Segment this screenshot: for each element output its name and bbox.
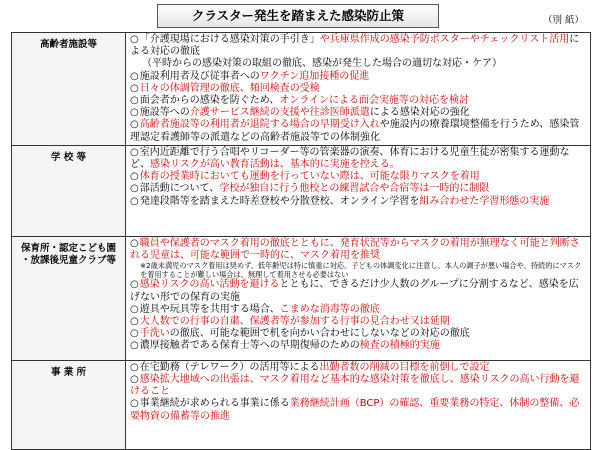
item-highlight: 体育の授業時においても運動を行っていない際は、可能な限りマスクを着用 [139,171,480,183]
category-label-line: 保育所・認定こども園 [20,242,116,254]
bullet-marker: ○ [130,82,139,94]
category-label-line: ・放課後児童クラブ等 [20,254,116,266]
list-item [130,107,587,119]
item-text: 事業継続が求められる事業に係る [139,398,290,410]
bullet-marker: ○ [130,340,139,352]
item-text: による感染対応の強化 [369,107,470,119]
category-elderly [12,33,126,146]
item-highlight: 高齢者施設等の利用者が退院する場合の早期受け入れ [139,119,380,131]
list-item [130,362,587,374]
list-item [130,147,587,171]
list-item [130,328,587,340]
annex-label: （別 紙） [543,15,585,26]
list-item [130,398,587,422]
item-highlight: や兵庫県作成の感染予防ポスターやチェックリスト活用 [319,34,570,45]
bullet-marker: ○ [130,107,139,119]
item-text: 施設利用者及び従事者への [139,70,260,82]
category-label: 事 業 所 [50,366,87,378]
bullet-marker: ○ [130,303,139,315]
bullet-marker: ○ [130,279,139,291]
item-text: 発達段階等を踏まえた時差登校や分散登校、オンライン学習を [139,195,420,207]
item-text: や施設内の療養環境整備を行うため、感染管理認定看護師等の派遣などの高齢者施設等での体制強化 [130,119,580,143]
item-text: 面会者からの感染を防ぐため、 [139,95,280,107]
bullet-marker: ○ [130,237,139,249]
list-item [130,316,587,328]
item-text: とともに、できるだけ少人数のグループに分割するなど、感染を広げない形での保育の実施 [130,279,579,303]
item-highlight: こまめな消毒等の徹底 [279,303,380,315]
list-item [130,183,587,195]
content-elderly [126,33,591,146]
bullet-marker: ○ [130,183,139,195]
item-text: 職員や保護者のマスク着用の徹底とともに、発育状況等からマスクの着用が無理なく可能と判断される児童は、可能な範囲で一時的に、マスク着用を推奨 [130,237,580,262]
row-elderly [12,33,591,146]
item-text: 「介護現場における感染対策の手引き」 [139,34,320,45]
content-childcare [126,236,591,360]
item-highlight: 学校が独自に行う他校との練習試合や合宿等は一時的に制限 [219,183,490,195]
item-highlight: 介護サービス継続の支援や往診医師派遣 [189,107,370,119]
bullet-marker: ○ [130,171,139,183]
bullet-marker: ○ [130,95,139,107]
bullet-marker: ○ [130,316,139,328]
list-item [130,238,587,262]
item-text: 遊具や玩具等を共用する場合、 [139,303,280,315]
bullet-marker: ○ [130,195,139,207]
row-business [12,360,591,449]
item-text: 在宅勤務（テレワーク）の活用等による [139,361,320,373]
item-text: の徹底、可能な範囲で机を向かい合わせにしないなどの対応の徹底 [169,328,470,340]
bullet-marker: ○ [130,361,139,373]
bullet-marker: ○ [130,119,139,131]
list-item [130,340,587,352]
bullet-marker: ○ [130,70,139,82]
bullet-marker: ○ [130,374,139,386]
item-highlight: オンラインによる面会実施等の対応を検討 [279,95,470,107]
list-item [130,171,587,183]
item-highlight: 検査の積極的実施 [359,340,440,352]
category-label: 学 校 等 [50,151,87,163]
bullet-marker: ○ [130,328,139,340]
item-highlight: 感染リスクの高い活動を避ける [139,279,280,291]
list-item [130,119,587,143]
list-item [130,71,587,83]
row-school [12,145,591,236]
category-school [12,145,126,236]
category-label: 高齢者施設等 [39,39,97,50]
item-highlight: ワクチン追加接種の促進 [259,70,370,82]
item-highlight: 感染リスクが高い教育活動は、基本的に実施を控える。 [150,159,400,171]
list-item [130,196,587,208]
page-title: クラスター発生を踏まえた感染防止策 [157,4,439,28]
item-highlight: 日々の体調管理の徹底、頻回検査の受検 [139,82,320,94]
list-item [130,83,587,95]
list-item [130,95,587,107]
content-school [126,145,591,236]
item-text: 施設等への [139,107,190,119]
item-highlight: 感染拡大地域への出張は、マスク着用など基本的な感染対策を徹底し、感染リスクの高い行動を避けること [130,374,580,398]
category-business [12,360,126,449]
category-childcare [12,236,126,360]
item-text: 部活動について、 [139,183,220,195]
list-item [130,304,587,316]
bullet-marker: ○ [130,146,139,158]
item-highlight: 大人数での行事の自粛、保護者等が参加する行事の見合わせ又は延期 [139,316,450,328]
list-item [130,34,587,58]
bullet-marker: ○ [130,398,139,410]
item-highlight: 手洗い [139,328,170,340]
item-highlight: 業務継続計画（BCP）の確認、重要業務の特定、体制の整備、必要物資の備蓄等の推進 [130,398,580,422]
item-text: （平時からの感染対策の取組の徹底、感染が発生した場合の適切な対応・ケア） [142,58,502,70]
list-item [130,279,587,303]
bullet-marker: ○ [130,34,139,45]
content-business [126,360,591,449]
measures-table [11,32,591,450]
item-highlight: 出勤者数の削減の目標を前倒しで設定 [319,361,490,373]
footnote: ※2歳未満児のマスク着用は奨めず、低年齢児は特に慎重に対応。子どもの体調変化に注意し、本人の調子が悪い場合や、持続的にマスクを着用することが難しい場合は、無理して着用させる必要はない [140,261,582,279]
row-childcare [12,236,591,360]
item-text: による対応の徹底 [130,34,580,58]
item-text: 濃厚接触者である保育士等への早期復帰のための [139,340,360,352]
item-text: 室内近距離で行う合唱やリコーダー等の管楽器の演奏、体育における児童生徒が密集する運動など、 [130,146,570,171]
list-item [130,374,587,398]
item-highlight: 組み合わせた学習形態の実施 [419,195,550,207]
list-item [130,58,587,70]
